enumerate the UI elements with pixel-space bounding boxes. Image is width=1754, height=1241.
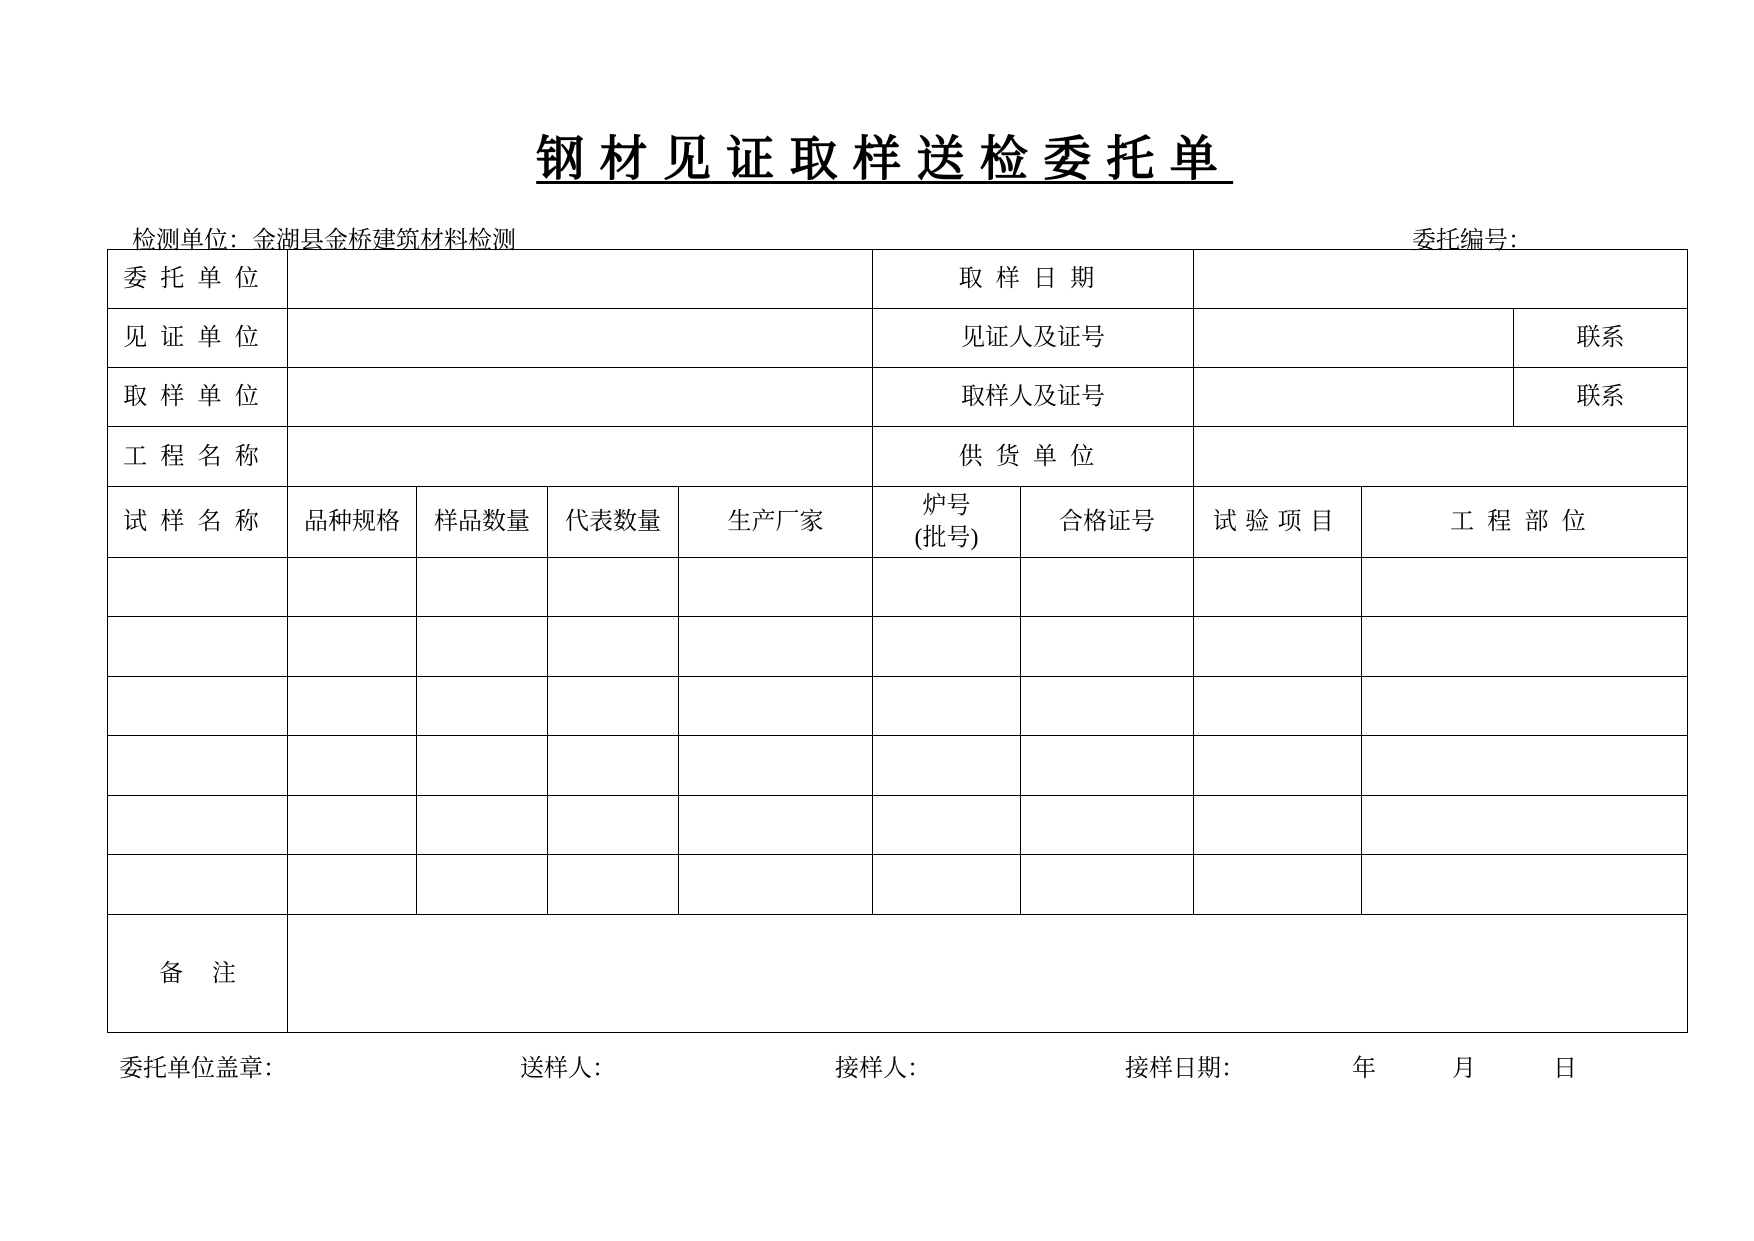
row-sampler [108,368,1688,427]
year-label: 年 [1352,1056,1376,1082]
cell[interactable] [288,558,417,617]
cell[interactable] [679,736,873,796]
commission-number-label: 委托编号： [1412,228,1532,254]
cell[interactable] [873,617,1021,677]
cell[interactable] [1362,677,1688,736]
row-client [108,250,1688,309]
day-label: 日 [1553,1056,1577,1082]
cell[interactable] [548,855,679,915]
cell[interactable] [108,855,288,915]
cell[interactable] [679,796,873,855]
witness-person-label: 见证人及证号 [873,309,1194,368]
table-row [108,796,1688,855]
cell[interactable] [417,855,548,915]
col-sample-qty: 样品数量 [417,487,548,558]
cell[interactable] [679,558,873,617]
testing-unit-label: 检测单位：金湖县金桥建筑材料检测 [132,228,516,254]
cell[interactable] [108,558,288,617]
table-row [108,617,1688,677]
sampling-date-value[interactable] [1194,250,1688,309]
receiver-label: 接样人： [835,1056,931,1082]
witness-person-value[interactable] [1194,309,1514,368]
cell[interactable] [288,617,417,677]
client-label: 委托单位 [108,250,288,309]
cell[interactable] [548,617,679,677]
cell[interactable] [1021,796,1194,855]
cell[interactable] [1362,736,1688,796]
cell[interactable] [108,736,288,796]
row-witness [108,309,1688,368]
cell[interactable] [1194,796,1362,855]
cell[interactable] [873,736,1021,796]
remarks-value[interactable] [288,915,1688,1033]
project-name-value[interactable] [288,427,873,487]
cell[interactable] [417,617,548,677]
cell[interactable] [1362,796,1688,855]
client-seal-label: 委托单位盖章： [119,1056,287,1082]
title-text: 钢材见证取样送检委托单 [536,133,1234,186]
sampling-unit-label: 取样单位 [108,368,288,427]
sampler-contact-label: 联系 [1514,368,1688,427]
cell[interactable] [1194,855,1362,915]
col-test-item: 试验项目 [1194,487,1362,558]
cell[interactable] [1194,736,1362,796]
cell[interactable] [288,855,417,915]
col-cert-no: 合格证号 [1021,487,1194,558]
sampler-person-value[interactable] [1194,368,1514,427]
cell[interactable] [108,796,288,855]
client-value[interactable] [288,250,873,309]
cell[interactable] [873,796,1021,855]
table-row [108,677,1688,736]
table-row [108,736,1688,796]
cell[interactable] [1362,855,1688,915]
col-heat-no [873,487,1021,558]
cell[interactable] [1021,677,1194,736]
col-heat-no-line2: (批号) [914,525,979,551]
witness-unit-label: 见证单位 [108,309,288,368]
row-remarks [108,915,1688,1033]
col-spec: 品种规格 [288,487,417,558]
witness-contact-label: 联系 [1514,309,1688,368]
cell[interactable] [1194,677,1362,736]
cell[interactable] [288,736,417,796]
sampler-person-label: 取样人及证号 [873,368,1194,427]
cell[interactable] [1194,617,1362,677]
supplier-label: 供货单位 [873,427,1194,487]
table-row [108,855,1688,915]
commission-form-table [107,249,1688,1033]
receive-date-label: 接样日期： [1125,1056,1245,1082]
cell[interactable] [108,617,288,677]
cell[interactable] [417,558,548,617]
cell[interactable] [873,558,1021,617]
sender-label: 送样人： [520,1056,616,1082]
row-project [108,427,1688,487]
cell[interactable] [548,796,679,855]
cell[interactable] [548,558,679,617]
table-row [108,558,1688,617]
sampling-unit-value[interactable] [288,368,873,427]
cell[interactable] [873,677,1021,736]
cell[interactable] [548,736,679,796]
cell[interactable] [417,736,548,796]
month-label: 月 [1452,1056,1476,1082]
witness-unit-value[interactable] [288,309,873,368]
remarks-label: 备注 [108,915,288,1033]
col-manufacturer: 生产厂家 [679,487,873,558]
cell[interactable] [1362,558,1688,617]
cell[interactable] [417,677,548,736]
cell[interactable] [679,855,873,915]
cell[interactable] [1362,617,1688,677]
cell[interactable] [1194,558,1362,617]
column-header-row [108,487,1688,558]
col-heat-no-line1: 炉号 [922,493,971,519]
cell[interactable] [1021,736,1194,796]
cell[interactable] [108,677,288,736]
cell[interactable] [679,617,873,677]
cell[interactable] [1021,617,1194,677]
col-rep-qty: 代表数量 [548,487,679,558]
cell[interactable] [679,677,873,736]
col-location: 工程部位 [1362,487,1688,558]
document-title [0,120,1754,189]
cell[interactable] [1021,855,1194,915]
col-sample-name: 试样名称 [108,487,288,558]
cell[interactable] [1021,558,1194,617]
supplier-value[interactable] [1194,427,1688,487]
cell[interactable] [288,796,417,855]
cell[interactable] [417,796,548,855]
sampling-date-label: 取样日期 [873,250,1194,309]
project-name-label: 工程名称 [108,427,288,487]
cell[interactable] [873,855,1021,915]
cell[interactable] [288,677,417,736]
cell[interactable] [548,677,679,736]
